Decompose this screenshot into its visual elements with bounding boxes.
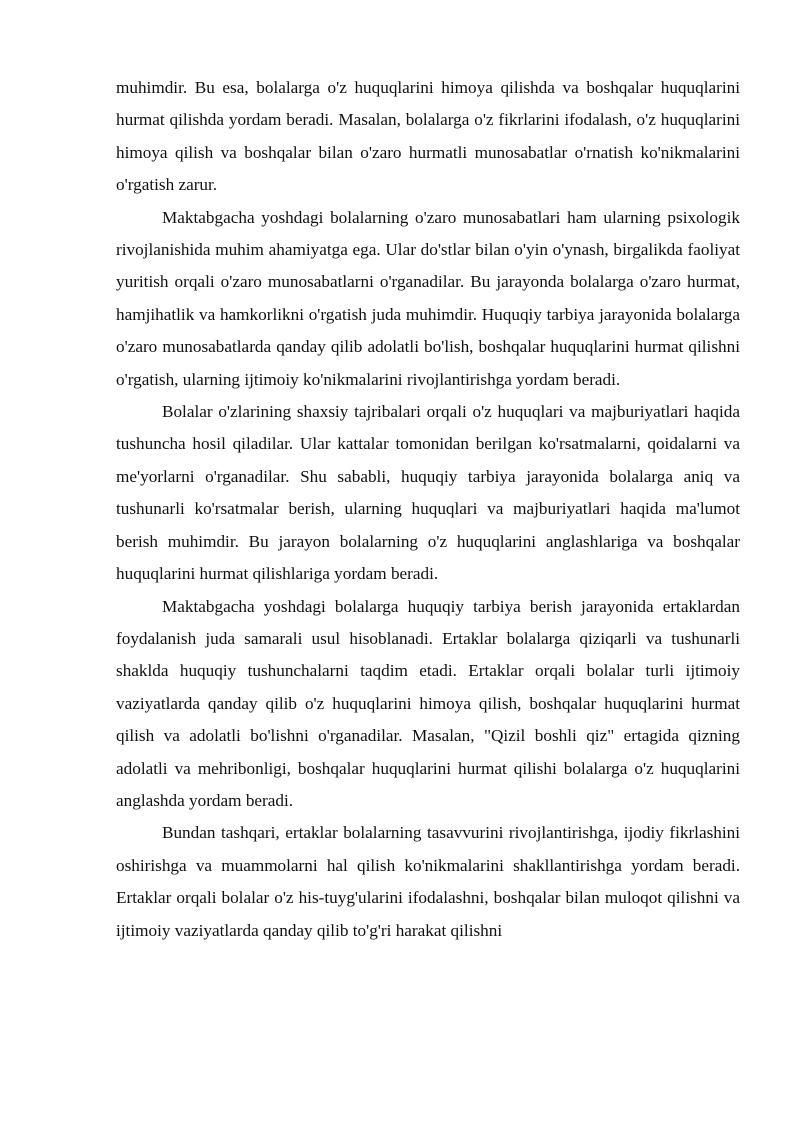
paragraph-2: Maktabgacha yoshdagi bolalarning o'zaro munosabatlari ham ularning psixologik rivojlanishida muhim ahamiyatga ega. Ular do'stlar bilan o'yin o'ynash, birgalikda faoliyat yuritish orqali o'zaro munosabatlarni o'rganadilar. Bu jarayonda bolalarga o'zaro hurmat, hamjihatlik va hamkorlikni o'rgatish juda muhimdir. Huquqiy tarbiya jarayonida bolalarga o'zaro munosabatlarda qanday qilib adolatli bo'lish, boshqalar huquqlarini hurmat qilishni o'rgatish, ularning ijtimoiy ko'nikmalarini rivojlantirishga yordam beradi. [116,207,740,389]
paragraph-1: muhimdir. Bu esa, bolalarga o'z huquqlarini himoya qilishda va boshqalar huquqlarini hurmat qilishda yordam beradi. Masalan, bolalarga o'z fikrlarini ifodalash, o'z huquqlarini himoya qilish va boshqalar bilan o'zaro hurmatli munosabatlar o'rnatish ko'nikmalarini o'rgatish zarur. [116,78,740,195]
document-body [116,72,740,947]
paragraph-3: Bolalar o'zlarining shaxsiy tajribalari orqali o'z huquqlari va majburiyatlari haqida tushuncha hosil qiladilar. Ular kattalar tomonidan berilgan ko'rsatmalarni, qoidalarni va me'yorlarni o'rganadilar. Shu sababli, huquqiy tarbiya jarayonida bolalarga aniq va tushunarli ko'rsatmalar berish, ularning huquqlari va majburiyatlari haqida ma'lumot berish muhimdir. Bu jarayon bolalarning o'z huquqlarini anglashlariga va boshqalar huquqlarini hurmat qilishlariga yordam beradi. [116,402,740,584]
paragraph-4: Maktabgacha yoshdagi bolalarga huquqiy tarbiya berish jarayonida ertaklardan foydalanish juda samarali usul hisoblanadi. Ertaklar bolalarga qiziqarli va tushunarli shaklda huquqiy tushunchalarni taqdim etadi. Ertaklar orqali bolalar turli ijtimoiy vaziyatlarda qanday qilib o'z huquqlarini himoya qilish, boshqalar huquqlarini hurmat qilish va adolatli bo'lishni o'rganadilar. Masalan, "Qizil boshli qiz" ertagida qizning adolatli va mehribonligi, boshqalar huquqlarini hurmat qilishi bolalarga o'z huquqlarini anglashda yordam beradi. [116,596,740,810]
paragraph-5: Bundan tashqari, ertaklar bolalarning tasavvurini rivojlantirishga, ijodiy fikrlashini oshirishga va muammolarni hal qilish ko'nikmalarini shakllantirishga yordam beradi. Ertaklar orqali bolalar o'z his-tuyg'ularini ifodalashni, boshqalar bilan muloqot qilishni va ijtimoiy vaziyatlarda qanday qilib to'g'ri harakat qilishni [116,823,740,940]
